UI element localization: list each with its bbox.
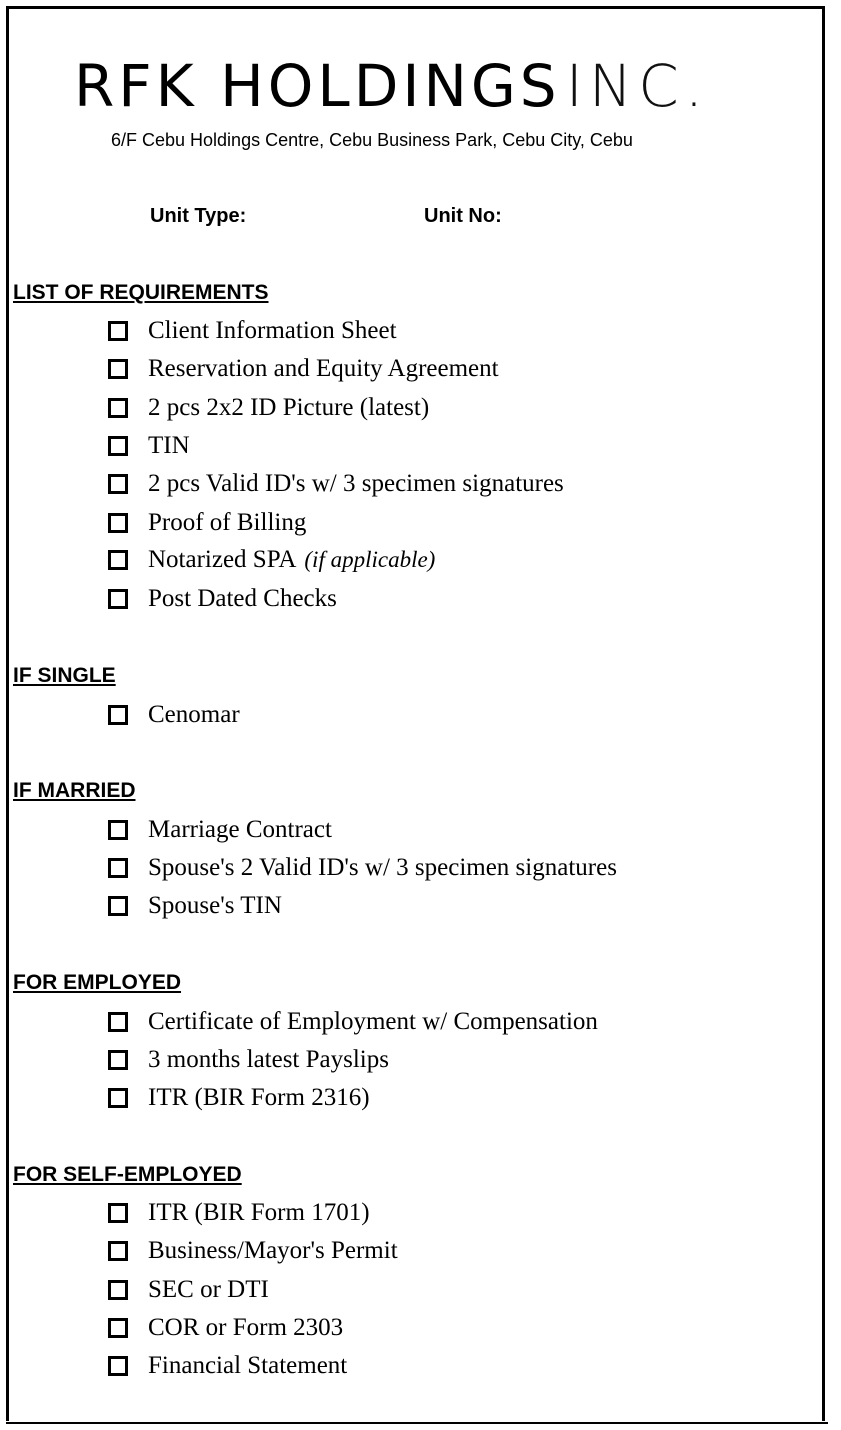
checkbox-icon[interactable] xyxy=(108,1356,128,1376)
checklist-item[interactable] xyxy=(108,354,499,384)
checklist-item[interactable] xyxy=(108,393,429,423)
checkbox-icon[interactable] xyxy=(108,1012,128,1032)
checklist-item[interactable] xyxy=(108,815,332,845)
checkbox-icon[interactable] xyxy=(108,1318,128,1338)
checklist-item[interactable] xyxy=(108,584,337,614)
checklist-item[interactable] xyxy=(108,469,564,499)
checklist-item[interactable] xyxy=(108,853,617,883)
checkbox-icon[interactable] xyxy=(108,858,128,878)
checklist-item-label: Spouse's TIN xyxy=(148,892,282,919)
section-title-employed: FOR EMPLOYED xyxy=(13,971,182,994)
company-name-main: RFK HOLDINGS xyxy=(74,52,561,120)
checkbox-icon[interactable] xyxy=(108,436,128,456)
checkbox-icon[interactable] xyxy=(108,398,128,418)
checklist-item[interactable] xyxy=(108,1275,269,1305)
checkbox-icon[interactable] xyxy=(108,513,128,533)
checklist-item-label: 2 pcs 2x2 ID Picture (latest) xyxy=(148,394,430,421)
checkbox-icon[interactable] xyxy=(108,474,128,494)
checklist-item-label: Reservation and Equity Agreement xyxy=(148,355,499,382)
checklist-item[interactable] xyxy=(108,545,435,575)
checklist-item[interactable] xyxy=(108,316,397,346)
checklist-item-label: Proof of Billing xyxy=(148,509,307,536)
checklist-item-label: 3 months latest Payslips xyxy=(148,1046,389,1073)
checklist-item-label: 2 pcs Valid ID's w/ 3 specimen signatures xyxy=(148,470,564,497)
checkbox-icon[interactable] xyxy=(108,1280,128,1300)
checklist-item-label: ITR (BIR Form 2316) xyxy=(148,1084,370,1111)
checklist-item[interactable] xyxy=(108,1351,347,1381)
bottom-divider xyxy=(6,1422,828,1424)
checkbox-icon[interactable] xyxy=(108,1241,128,1261)
checkbox-icon[interactable] xyxy=(108,1203,128,1223)
company-name xyxy=(74,52,709,120)
checklist-item-label: Financial Statement xyxy=(148,1352,348,1379)
checklist-item[interactable] xyxy=(108,1198,370,1228)
checklist-item[interactable] xyxy=(108,891,282,921)
checklist-item-label: TIN xyxy=(148,432,190,459)
checklist-item[interactable] xyxy=(108,1007,598,1037)
checklist-item-label: COR or Form 2303 xyxy=(148,1314,344,1341)
checklist-item-label: Cenomar xyxy=(148,701,240,728)
checklist-item-note: (if applicable) xyxy=(304,547,436,572)
checklist-item-label: Business/Mayor's Permit xyxy=(148,1237,398,1264)
checklist-item[interactable] xyxy=(108,1313,343,1343)
checkbox-icon[interactable] xyxy=(108,359,128,379)
checklist-item-label: Client Information Sheet xyxy=(148,317,397,344)
checklist-item-label: ITR (BIR Form 1701) xyxy=(148,1199,370,1226)
company-name-suffix: INC. xyxy=(565,52,710,120)
checklist-item[interactable] xyxy=(108,1083,370,1113)
unit-type-label: Unit Type: xyxy=(150,205,247,227)
section-title-single: IF SINGLE xyxy=(13,664,116,687)
checkbox-icon[interactable] xyxy=(108,589,128,609)
checklist-item-label: Spouse's 2 Valid ID's w/ 3 specimen signatures xyxy=(148,854,617,881)
checkbox-icon[interactable] xyxy=(108,705,128,725)
checklist-item[interactable] xyxy=(108,1236,398,1266)
section-title-requirements: LIST OF REQUIREMENTS xyxy=(13,281,269,304)
checklist-item-label: Certificate of Employment w/ Compensation xyxy=(148,1008,598,1035)
checklist-item[interactable] xyxy=(108,508,306,538)
unit-no-label: Unit No: xyxy=(424,205,502,227)
company-address: 6/F Cebu Holdings Centre, Cebu Business Park, Cebu City, Cebu xyxy=(111,130,633,150)
checklist-item[interactable] xyxy=(108,431,190,461)
checklist-item-label: Post Dated Checks xyxy=(148,585,337,612)
checkbox-icon[interactable] xyxy=(108,896,128,916)
checkbox-icon[interactable] xyxy=(108,820,128,840)
checklist-item-label: Marriage Contract xyxy=(148,816,332,843)
checkbox-icon[interactable] xyxy=(108,1088,128,1108)
checklist-item-label: Notarized SPA xyxy=(148,546,297,573)
section-title-self-employed: FOR SELF-EMPLOYED xyxy=(13,1163,242,1186)
checkbox-icon[interactable] xyxy=(108,550,128,570)
checklist-item-label: SEC or DTI xyxy=(148,1276,269,1303)
checklist-item[interactable] xyxy=(108,1045,389,1075)
section-title-married: IF MARRIED xyxy=(13,779,136,802)
checkbox-icon[interactable] xyxy=(108,321,128,341)
checkbox-icon[interactable] xyxy=(108,1050,128,1070)
checklist-item[interactable] xyxy=(108,700,240,730)
